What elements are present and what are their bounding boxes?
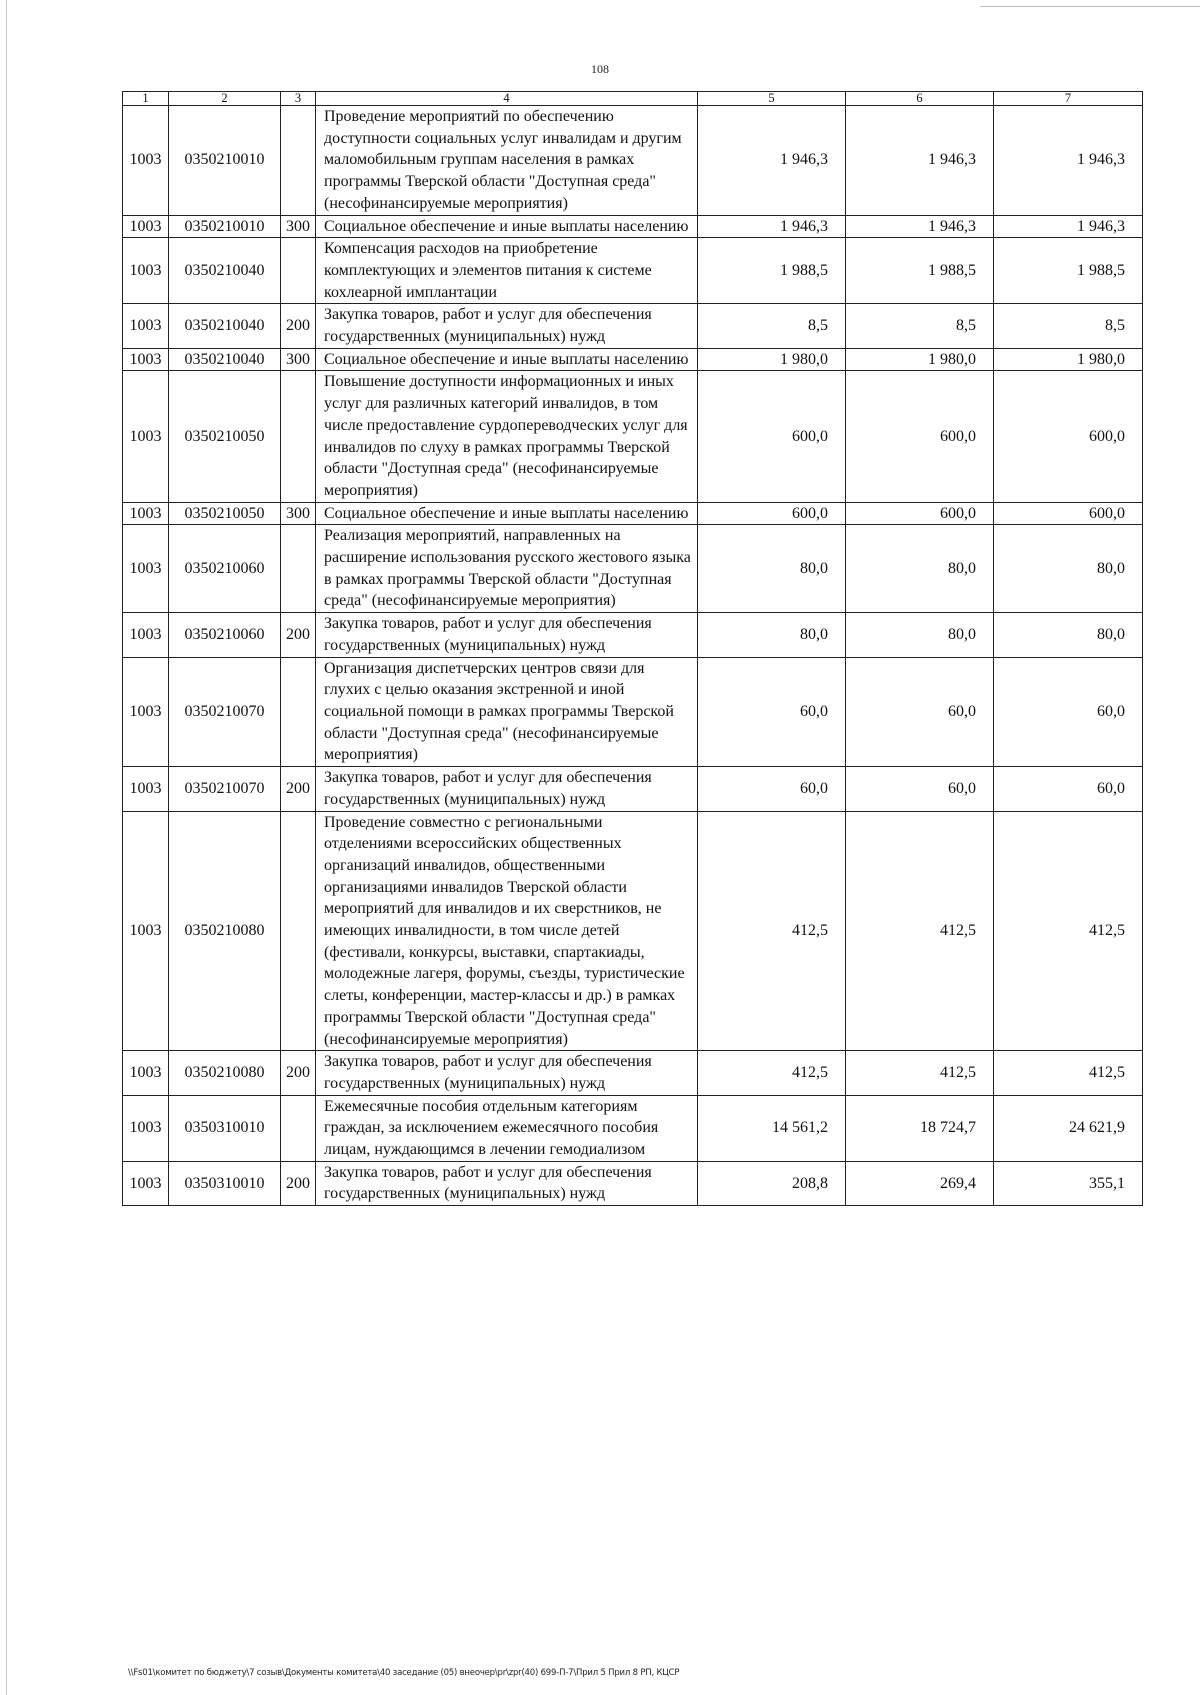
column-header: 4 bbox=[316, 92, 698, 106]
cell-description: Повышение доступности информационных и иных услуг для различных категорий инвалидов, в том числе предоставление сурдопереводческих услуг для инвалидов по слуху в рамках программы Тверской области "Доступная среда" (несофинансируемые мероприятия) bbox=[316, 371, 698, 502]
cell-amount-year2: 412,5 bbox=[846, 811, 994, 1051]
cell-amount-year1: 412,5 bbox=[698, 1051, 846, 1095]
table-row bbox=[123, 215, 1143, 238]
cell-section: 1003 bbox=[123, 525, 169, 613]
cell-amount-year2: 1 980,0 bbox=[846, 348, 994, 371]
cell-expense-type bbox=[281, 106, 316, 216]
cell-amount-year3: 600,0 bbox=[994, 502, 1143, 525]
table-row bbox=[123, 106, 1143, 216]
table-row bbox=[123, 304, 1143, 348]
cell-expense-type bbox=[281, 657, 316, 767]
cell-section: 1003 bbox=[123, 1051, 169, 1095]
cell-amount-year3: 412,5 bbox=[994, 811, 1143, 1051]
cell-amount-year3: 80,0 bbox=[994, 613, 1143, 657]
cell-amount-year3: 1 980,0 bbox=[994, 348, 1143, 371]
cell-target-code: 0350210040 bbox=[169, 348, 281, 371]
column-header: 7 bbox=[994, 92, 1143, 106]
table-row bbox=[123, 348, 1143, 371]
cell-expense-type: 300 bbox=[281, 502, 316, 525]
cell-amount-year2: 1 946,3 bbox=[846, 106, 994, 216]
column-header: 3 bbox=[281, 92, 316, 106]
cell-amount-year2: 412,5 bbox=[846, 1051, 994, 1095]
cell-amount-year1: 60,0 bbox=[698, 767, 846, 811]
cell-amount-year3: 60,0 bbox=[994, 657, 1143, 767]
cell-amount-year3: 1 946,3 bbox=[994, 106, 1143, 216]
cell-amount-year3: 600,0 bbox=[994, 371, 1143, 502]
cell-target-code: 0350210060 bbox=[169, 525, 281, 613]
cell-amount-year1: 600,0 bbox=[698, 371, 846, 502]
cell-section: 1003 bbox=[123, 304, 169, 348]
cell-section: 1003 bbox=[123, 657, 169, 767]
cell-amount-year2: 18 724,7 bbox=[846, 1095, 994, 1161]
table-row bbox=[123, 1161, 1143, 1205]
cell-amount-year2: 80,0 bbox=[846, 525, 994, 613]
cell-description: Закупка товаров, работ и услуг для обеспечения государственных (муниципальных) нужд bbox=[316, 767, 698, 811]
cell-section: 1003 bbox=[123, 348, 169, 371]
table-row bbox=[123, 811, 1143, 1051]
cell-description: Социальное обеспечение и иные выплаты населению bbox=[316, 502, 698, 525]
cell-expense-type: 300 bbox=[281, 215, 316, 238]
column-header: 2 bbox=[169, 92, 281, 106]
table-row bbox=[123, 525, 1143, 613]
cell-amount-year1: 600,0 bbox=[698, 502, 846, 525]
cell-expense-type: 200 bbox=[281, 767, 316, 811]
cell-expense-type: 200 bbox=[281, 1161, 316, 1205]
cell-description: Проведение мероприятий по обеспечению доступности социальных услуг инвалидам и другим маломобильным группам населения в рамках программы Тверской области "Доступная среда" (несофинансируемые мероприятия) bbox=[316, 106, 698, 216]
table-row bbox=[123, 371, 1143, 502]
cell-amount-year2: 269,4 bbox=[846, 1161, 994, 1205]
cell-amount-year1: 80,0 bbox=[698, 525, 846, 613]
table-row bbox=[123, 1095, 1143, 1161]
cell-target-code: 0350210010 bbox=[169, 215, 281, 238]
cell-description: Компенсация расходов на приобретение комплектующих и элементов питания к системе кохлеарной имплантации bbox=[316, 238, 698, 304]
cell-expense-type: 200 bbox=[281, 304, 316, 348]
cell-amount-year2: 60,0 bbox=[846, 767, 994, 811]
cell-target-code: 0350210010 bbox=[169, 106, 281, 216]
cell-amount-year2: 600,0 bbox=[846, 371, 994, 502]
cell-amount-year1: 1 988,5 bbox=[698, 238, 846, 304]
cell-expense-type: 200 bbox=[281, 613, 316, 657]
table-row bbox=[123, 613, 1143, 657]
cell-target-code: 0350210080 bbox=[169, 811, 281, 1051]
cell-section: 1003 bbox=[123, 613, 169, 657]
cell-amount-year1: 8,5 bbox=[698, 304, 846, 348]
cell-section: 1003 bbox=[123, 371, 169, 502]
cell-amount-year1: 412,5 bbox=[698, 811, 846, 1051]
cell-target-code: 0350310010 bbox=[169, 1161, 281, 1205]
cell-amount-year1: 60,0 bbox=[698, 657, 846, 767]
cell-amount-year2: 600,0 bbox=[846, 502, 994, 525]
table-row bbox=[123, 1051, 1143, 1095]
cell-amount-year1: 1 980,0 bbox=[698, 348, 846, 371]
header-row bbox=[123, 92, 1143, 106]
cell-description: Закупка товаров, работ и услуг для обеспечения государственных (муниципальных) нужд bbox=[316, 1161, 698, 1205]
cell-description: Проведение совместно с региональными отделениями всероссийских общественных организаций инвалидов, общественными организациями инвалидов Тверской области мероприятий для инвалидов и их сверстников, не имеющих инвалидности, в том числе детей (фестивали, конкурсы, выставки, спартакиады, молодежные лагеря, форумы, съезды, туристические слеты, конференции, мастер-классы и др.) в рамках программы Тверской области "Доступная среда" (несофинансируемые мероприятия) bbox=[316, 811, 698, 1051]
cell-target-code: 0350210060 bbox=[169, 613, 281, 657]
cell-section: 1003 bbox=[123, 215, 169, 238]
cell-amount-year2: 60,0 bbox=[846, 657, 994, 767]
cell-amount-year1: 1 946,3 bbox=[698, 106, 846, 216]
scan-edge-line bbox=[6, 0, 7, 1695]
cell-amount-year1: 208,8 bbox=[698, 1161, 846, 1205]
cell-amount-year3: 24 621,9 bbox=[994, 1095, 1143, 1161]
cell-section: 1003 bbox=[123, 1095, 169, 1161]
cell-section: 1003 bbox=[123, 502, 169, 525]
cell-target-code: 0350210070 bbox=[169, 657, 281, 767]
cell-target-code: 0350210040 bbox=[169, 238, 281, 304]
cell-target-code: 0350210080 bbox=[169, 1051, 281, 1095]
column-header: 5 bbox=[698, 92, 846, 106]
cell-expense-type bbox=[281, 238, 316, 304]
cell-amount-year3: 80,0 bbox=[994, 525, 1143, 613]
cell-expense-type bbox=[281, 371, 316, 502]
table-row bbox=[123, 502, 1143, 525]
cell-expense-type bbox=[281, 1095, 316, 1161]
cell-amount-year1: 14 561,2 bbox=[698, 1095, 846, 1161]
cell-amount-year3: 8,5 bbox=[994, 304, 1143, 348]
cell-amount-year3: 1 946,3 bbox=[994, 215, 1143, 238]
cell-description: Ежемесячные пособия отдельным категориям граждан, за исключением ежемесячного пособия лицам, нуждающимся в лечении гемодиализом bbox=[316, 1095, 698, 1161]
page-number: 108 bbox=[591, 62, 609, 76]
cell-section: 1003 bbox=[123, 106, 169, 216]
cell-amount-year2: 1 988,5 bbox=[846, 238, 994, 304]
cell-section: 1003 bbox=[123, 238, 169, 304]
cell-amount-year2: 80,0 bbox=[846, 613, 994, 657]
cell-section: 1003 bbox=[123, 767, 169, 811]
table-row bbox=[123, 238, 1143, 304]
cell-target-code: 0350210050 bbox=[169, 502, 281, 525]
file-path-footer: \\Fs01\комитет по бюджету\7 созыв\Документы комитета\40 заседание (05) внеочер\pr\zpr(40) 699-П-7\Прил 5 Прил 8 РП, КЦСР bbox=[128, 1668, 680, 1678]
cell-expense-type bbox=[281, 811, 316, 1051]
cell-amount-year1: 80,0 bbox=[698, 613, 846, 657]
cell-target-code: 0350210070 bbox=[169, 767, 281, 811]
cell-amount-year2: 8,5 bbox=[846, 304, 994, 348]
cell-amount-year3: 60,0 bbox=[994, 767, 1143, 811]
cell-expense-type bbox=[281, 525, 316, 613]
cell-target-code: 0350210040 bbox=[169, 304, 281, 348]
column-header: 6 bbox=[846, 92, 994, 106]
budget-table bbox=[122, 91, 1143, 1206]
column-header: 1 bbox=[123, 92, 169, 106]
cell-expense-type: 300 bbox=[281, 348, 316, 371]
cell-amount-year3: 1 988,5 bbox=[994, 238, 1143, 304]
cell-description: Социальное обеспечение и иные выплаты населению bbox=[316, 215, 698, 238]
cell-amount-year3: 412,5 bbox=[994, 1051, 1143, 1095]
cell-section: 1003 bbox=[123, 1161, 169, 1205]
scan-edge-line bbox=[980, 6, 1200, 7]
table-row bbox=[123, 767, 1143, 811]
cell-amount-year2: 1 946,3 bbox=[846, 215, 994, 238]
table-row bbox=[123, 657, 1143, 767]
cell-target-code: 0350210050 bbox=[169, 371, 281, 502]
cell-expense-type: 200 bbox=[281, 1051, 316, 1095]
cell-description: Закупка товаров, работ и услуг для обеспечения государственных (муниципальных) нужд bbox=[316, 613, 698, 657]
cell-section: 1003 bbox=[123, 811, 169, 1051]
cell-description: Закупка товаров, работ и услуг для обеспечения государственных (муниципальных) нужд bbox=[316, 304, 698, 348]
cell-amount-year1: 1 946,3 bbox=[698, 215, 846, 238]
cell-description: Организация диспетчерских центров связи для глухих с целью оказания экстренной и иной социальной помощи в рамках программы Тверской области "Доступная среда" (несофинансируемые мероприятия) bbox=[316, 657, 698, 767]
cell-target-code: 0350310010 bbox=[169, 1095, 281, 1161]
cell-amount-year3: 355,1 bbox=[994, 1161, 1143, 1205]
cell-description: Реализация мероприятий, направленных на расширение использования русского жестового языка в рамках программы Тверской области "Доступная среда" (несофинансируемые мероприятия) bbox=[316, 525, 698, 613]
cell-description: Социальное обеспечение и иные выплаты населению bbox=[316, 348, 698, 371]
cell-description: Закупка товаров, работ и услуг для обеспечения государственных (муниципальных) нужд bbox=[316, 1051, 698, 1095]
